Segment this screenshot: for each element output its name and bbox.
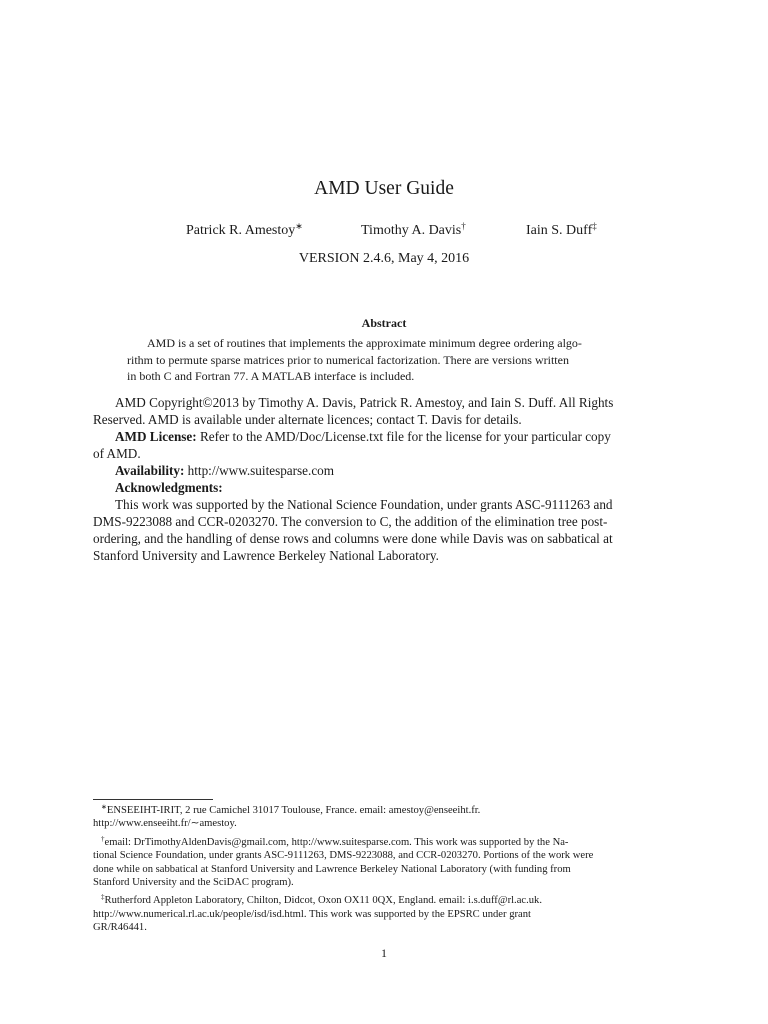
footnote-mark: † — [461, 221, 466, 231]
footnote-duff — [93, 891, 697, 934]
abstract-line: rithm to permute sparse matrices prior to numerical factorization. There are versions written — [127, 352, 569, 367]
availability-label: Availability: — [115, 463, 185, 478]
ack-line: ordering, and the handling of dense rows and columns were done while Davis was on sabbatical at — [93, 531, 613, 546]
footnote-line: http://www.numerical.rl.ac.uk/people/isd/isd.html. This work was supported by the EPSRC under grant — [93, 908, 531, 920]
abstract-line: AMD is a set of routines that implements the approximate minimum degree ordering algo- — [147, 336, 582, 350]
footnote-davis — [93, 833, 697, 890]
page-number: 1 — [381, 946, 387, 960]
availability-line — [93, 462, 697, 479]
body-text — [93, 394, 697, 564]
footnote-amestoy — [93, 801, 697, 831]
footnote-rule — [93, 799, 213, 800]
license-label: AMD License: — [115, 429, 197, 444]
footnote-line: done while on sabbatical at Stanford University and Lawrence Berkeley National Laboratory (with funding from — [93, 863, 571, 875]
license-line: AMD License: Refer to the AMD/Doc/License.txt file for the license for your particular copy — [115, 429, 611, 444]
footnote-mark: ‡ — [592, 221, 597, 231]
footnote-mark: ∗ — [295, 221, 303, 231]
footnote-line: http://www.enseeiht.fr/∼amestoy. — [93, 818, 237, 830]
abstract-line: in both C and Fortran 77. A MATLAB interface is included. — [127, 369, 415, 383]
footnotes — [93, 801, 697, 937]
footnote-line: tional Science Foundation, under grants ASC-9111263, DMS-9223088, and CCR-0203270. Portions of the work were — [93, 850, 594, 862]
license-line-2: of AMD. — [93, 446, 141, 461]
acknowledgments-heading: Acknowledgments: — [115, 480, 223, 495]
version-line: VERSION 2.4.6, May 4, 2016 — [298, 251, 470, 266]
footnote-line: GR/R46441. — [93, 922, 147, 934]
author-duff: Iain S. Duff‡ — [526, 221, 597, 238]
availability-link: http://www.suitesparse.com — [184, 463, 335, 478]
abstract-heading: Abstract — [361, 316, 407, 330]
footnote-line: †email: DrTimothyAldenDavis@gmail.com, http://www.suitesparse.com. This work was supported by the Na- — [101, 834, 569, 848]
abstract-text — [127, 335, 643, 385]
author-amestoy: Patrick R. Amestoy∗ — [186, 221, 303, 238]
footnote-line: ‡Rutherford Appleton Laboratory, Chilton, Didcot, Oxon OX11 0QX, England. email: i.s.duff@rl.ac.uk. — [101, 893, 542, 907]
author-davis: Timothy A. Davis† — [361, 221, 466, 238]
document-title: AMD User Guide — [314, 178, 454, 199]
copyright-line: AMD Copyright©2013 by Timothy A. Davis, Patrick R. Amestoy, and Iain S. Duff. All Rights — [115, 395, 614, 410]
ack-line: Stanford University and Lawrence Berkeley National Laboratory. — [93, 548, 439, 563]
footnote-line: Stanford University and the SciDAC program). — [93, 877, 294, 889]
copyright-line: Reserved. AMD is available under alternate licences; contact T. Davis for details. — [93, 412, 522, 427]
ack-line: This work was supported by the National Science Foundation, under grants ASC-9111263 and — [115, 497, 613, 512]
ack-line: DMS-9223088 and CCR-0203270. The conversion to C, the addition of the elimination tree post- — [93, 514, 608, 529]
footnote-line: ∗ENSEEIHT-IRIT, 2 rue Camichel 31017 Toulouse, France. email: amestoy@enseeiht.fr. — [101, 803, 481, 816]
